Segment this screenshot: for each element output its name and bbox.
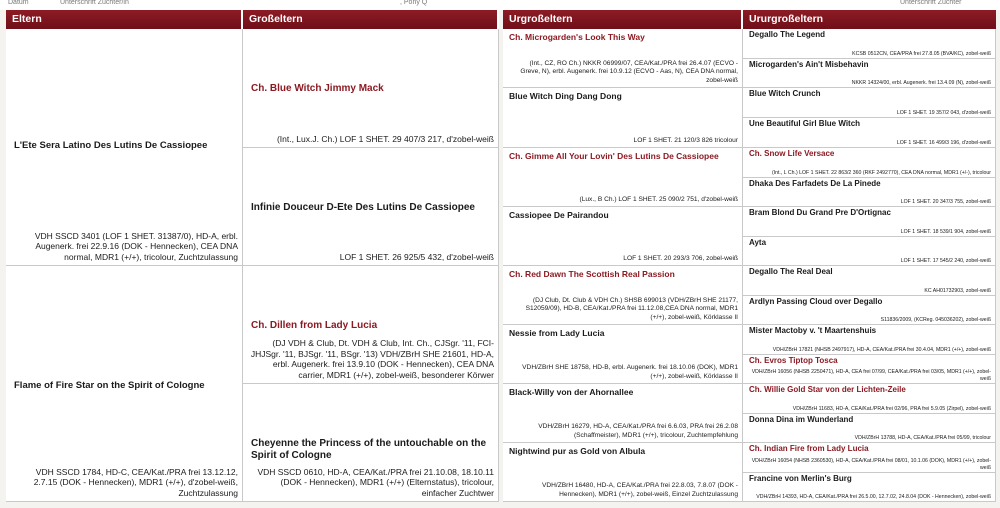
grandparent-info: (Int., Lux.J. Ch.) LOF 1 SHET. 29 407/3 217, d'zobel-weiß bbox=[276, 133, 494, 144]
great-grandparent-info: VDH/ZBrH 16279, HD-A, CEA/Kat./PRA frei 6.6.03, PRA frei 26.2.08 (Schaffmeister), MDR1 (+/+), tricolour, Zuchtempfehlung bbox=[538, 423, 738, 439]
header-ururgrosseltern: Ururgroßeltern bbox=[743, 10, 996, 29]
parent-info: VDH SSCD 1784, HD-C, CEA/Kat./PRA frei 13.12.12, 2.7.15 (DOK - Hennecken), MDR1 (+/+), d'zobel-weiß, Zuchtzulassung bbox=[33, 466, 238, 498]
ggg-name: Francine von Merlin's Burg bbox=[749, 474, 852, 483]
great-grandparent-info: VDH/ZBrH 16480, HD-A, CEA/Kat./PRA frei 22.8.03, 7.8.07 (DOK - Hennecken), MDR1 (+/+), zobel-weiß, Einzel Zuchtzulassung bbox=[541, 482, 738, 498]
great-grandparent-name: Nessie from Lady Lucia bbox=[509, 328, 605, 338]
ggg-info: NKKR 14324/00, erbl. Augenerk. frei 13.4.09 (N), zobel-weiß bbox=[851, 79, 991, 86]
ggg-info: KC AH01732903, zobel-weiß bbox=[924, 287, 991, 294]
ggg-cell bbox=[743, 296, 996, 325]
great-grandparent-cell bbox=[503, 325, 743, 384]
parent-cell bbox=[6, 29, 243, 266]
great-grandparent-name: Ch. Red Dawn The Scottish Real Passion bbox=[509, 269, 675, 279]
ggg-cell bbox=[743, 118, 996, 148]
parent-cell bbox=[6, 266, 243, 502]
ggg-info: VDH/ZBrH 14393, HD-A, CEA/Kat./PRA frei 26.5.00, 12.7.02, 24.8.04 (DOK - Hennecken), zobel-weiß bbox=[756, 493, 991, 500]
grandparent-name: Cheyenne the Princess of the untouchable on the Spirit of Cologne bbox=[251, 438, 487, 461]
parent-info: VDH SSCD 3401 (LOF 1 SHET. 31387/0), HD-A, erbl. Augenerk. frei 22.9.16 (DOK - Hennecken), CEA DNA normal, MDR1 (+/+), tricolour, Zuchtzulassung bbox=[34, 230, 238, 262]
ggg-info: (Int., L Ch.) LOF 1 SHET. 22 863/2 360 (RKF 2492770), CEA DNA normal, MDR1 (+/-), tricolour bbox=[771, 169, 991, 176]
parent-name: Flame of Fire Star on the Spirit of Cologne bbox=[14, 380, 205, 391]
strip-mid-text: , Pony Q bbox=[400, 0, 428, 6]
ggg-cell bbox=[743, 237, 996, 266]
ggg-info: LOF 1 SHET. 19 357/2 043, d'zobel-weiß bbox=[896, 109, 991, 116]
signature-label: Unterschrift Züchter/in bbox=[60, 0, 129, 6]
ggg-name: Bram Blond Du Grand Pre D'Ortignac bbox=[749, 208, 891, 217]
ggg-cell bbox=[743, 473, 996, 502]
great-grandparent-cell bbox=[503, 207, 743, 266]
great-grandparent-name: Nightwind pur as Gold von Albula bbox=[509, 446, 646, 456]
great-grandparent-info: VDH/ZBrH SHE 18758, HD-B, erbl. Augenerk. frei 18.10.06 (DOK), MDR1 (+/+), zobel-weiß, Körklasse II bbox=[522, 364, 738, 380]
ggg-name: Ardlyn Passing Cloud over Degallo bbox=[749, 297, 883, 306]
grandparent-info: LOF 1 SHET. 26 925/5 432, d'zobel-weiß bbox=[339, 251, 494, 262]
ggg-info: VDH/ZBrH 11683, HD-A, CEA/Kat./PRA frei 02/96, PRA frei 5.9.05 (Zirpel), zobel-weiß bbox=[792, 405, 991, 412]
ggg-info: KCSB 0512CN, CEA/PRA frei 27.8.05 (BVA/KC), zobel-weiß bbox=[852, 50, 991, 57]
header-eltern: Eltern bbox=[6, 10, 243, 29]
ggg-name: Mister Mactoby v. 't Maartenshuis bbox=[749, 326, 877, 335]
ggg-cell bbox=[743, 266, 996, 296]
ggg-info: VDH/ZBrH 17821 (NHSB 2497917), HD-A, CEA/Kat./PRA frei 30.4.04, MDR1 (+/+), zobel-weiß bbox=[772, 346, 991, 353]
ggg-info: VDH/ZBrH 16056 (NHSB 2250471), HD-A, CEA frei 07/99, CEA/Kat./PRA frei 03/05, MDR1 (+/+), zobel-weiß bbox=[751, 369, 991, 382]
ggg-cell bbox=[743, 178, 996, 207]
grandparent-cell bbox=[243, 148, 499, 266]
great-grandparent-cell bbox=[503, 384, 743, 443]
ggg-name: Ch. Snow Life Versace bbox=[749, 149, 835, 158]
ggg-cell bbox=[743, 414, 996, 443]
grandparent-name: Infinie Douceur D-Ete Des Lutins De Cassiopee bbox=[251, 202, 475, 213]
great-grandparent-cell bbox=[503, 148, 743, 207]
grandparent-info: VDH SSCD 0610, HD-A, CEA/Kat./PRA frei 21.10.08, 18.10.11 (DOK - Hennecken), MDR1 (+/+) (Elternstatus), tricolour, einfacher Zuchtwer bbox=[257, 466, 494, 498]
great-grandparent-info: (Lux., B Ch.) LOF 1 SHET. 25 090/2 751, d'zobel-weiß bbox=[579, 195, 738, 203]
ggg-cell bbox=[743, 207, 996, 237]
ggg-name: Ch. Indian Fire from Lady Lucia bbox=[749, 444, 869, 453]
strip-right-text: Unterschrift Züchter bbox=[900, 0, 962, 6]
ggg-name: Dhaka Des Farfadets De La Pinede bbox=[749, 179, 881, 188]
grandparent-name: Ch. Blue Witch Jimmy Mack bbox=[251, 83, 384, 94]
header-urgrosseltern: Urgroßeltern bbox=[503, 10, 743, 29]
great-grandparent-info: (DJ Club, Dt. Club & VDH Ch.) SHSB 699013 (VDH/ZBrH SHE 21177, S12059/09), HD-B, CEA/Kat./PRA frei 11.12.08,CEA DNA normal, MDR1 (+/+), zobel-weiß, Körklasse II bbox=[525, 297, 738, 321]
ggg-name: Degallo The Legend bbox=[749, 30, 826, 39]
great-grandparent-cell bbox=[503, 266, 743, 325]
ggg-name: Une Beautiful Girl Blue Witch bbox=[749, 119, 861, 128]
great-grandparent-info: LOF 1 SHET. 20 293/3 706, zobel-weiß bbox=[623, 254, 738, 262]
ggg-name: Ayta bbox=[749, 238, 767, 247]
great-grandparent-name: Ch. Microgarden's Look This Way bbox=[509, 32, 645, 42]
ggg-cell bbox=[743, 29, 996, 59]
ggg-name: Blue Witch Crunch bbox=[749, 89, 821, 98]
ggg-name: Degallo The Real Deal bbox=[749, 267, 833, 276]
ggg-info: LOF 1 SHET. 20 347/3 755, zobel-weiß bbox=[900, 198, 991, 205]
date-label: Datum bbox=[8, 0, 29, 6]
great-grandparent-cell bbox=[503, 443, 743, 502]
grandparent-cell bbox=[243, 29, 499, 148]
great-grandparent-info: (Int., CZ, RO Ch.) NKKR 06999/07, CEA/Kat./PRA frei 26.4.07 (ECVO - Greve, N), erbl. Augenerk. frei 10.9.12 (ECVO - Aas, N), CEA DNA normal, zobel-weiß bbox=[520, 60, 738, 84]
ggg-name: Ch. Willie Gold Star von der Lichten-Zeile bbox=[749, 385, 906, 394]
great-grandparent-name: Ch. Gimme All Your Lovin' Des Lutins De Cassiopee bbox=[509, 151, 719, 161]
ggg-cell bbox=[743, 88, 996, 118]
great-grandparent-name: Cassiopee De Pairandou bbox=[509, 210, 609, 220]
ggg-info: VDH/ZBrH 16054 (NHSB 2360530), HD-A, CEA/Kat./PRA frei 08/01, 10.1.06 (DOK), MDR1 (+/+), zobel-weiß bbox=[751, 458, 991, 471]
grandparent-cell bbox=[243, 384, 499, 502]
ggg-cell bbox=[743, 443, 996, 473]
header-grosseltern: Großeltern bbox=[243, 10, 499, 29]
ggg-info: LOF 1 SHET. 18 539/1 904, zobel-weiß bbox=[900, 228, 991, 235]
ggg-name: Ch. Evros Tiptop Tosca bbox=[749, 356, 838, 365]
ggg-info: LOF 1 SHET. 17 545/2 240, zobel-weiß bbox=[900, 257, 991, 264]
ggg-name: Microgarden's Ain't Misbehavin bbox=[749, 60, 869, 69]
ggg-cell bbox=[743, 325, 996, 355]
pedigree-table bbox=[6, 10, 996, 502]
ggg-cell bbox=[743, 148, 996, 178]
ggg-info: VDH/ZBrH 13788, HD-A, CEA/Kat./PRA frei 05/99, tricolour bbox=[854, 434, 991, 441]
great-grandparent-name: Blue Witch Ding Dang Dong bbox=[509, 91, 622, 101]
great-grandparent-info: LOF 1 SHET. 21 120/3 826 tricolour bbox=[633, 136, 738, 144]
grandparent-info: (DJ VDH & Club, Dt. VDH & Club, Int. Ch., CJSgr. '11, FCI-JHJSgr. '11, BJSgr. '11, BSgr. '13) VDH/ZBrH SHE 21601, HD-A, erbl. Augenerk. frei 13.9.10 (DOK - Hennecken), CEA DNA carrier, MDR1 (+/+), zobel-weiß, besonderer Körwer bbox=[250, 338, 494, 380]
ggg-cell bbox=[743, 59, 996, 88]
ggg-info: LOF 1 SHET. 16 499/3 196, d'zobel-weiß bbox=[896, 139, 991, 146]
header-strip bbox=[0, 0, 1000, 10]
grandparent-name: Ch. Dillen from Lady Lucia bbox=[251, 320, 378, 331]
great-grandparent-cell bbox=[503, 29, 743, 88]
great-grandparent-cell bbox=[503, 88, 743, 148]
grandparent-cell bbox=[243, 266, 499, 384]
ggg-cell bbox=[743, 384, 996, 414]
ggg-name: Donna Dina im Wunderland bbox=[749, 415, 854, 424]
ggg-info: S11836/2009, (KCReg. 045036202), zobel-weiß bbox=[880, 316, 991, 323]
great-grandparent-name: Black-Willy von der Ahornallee bbox=[509, 387, 634, 397]
parent-name: L'Ete Sera Latino Des Lutins De Cassiopee bbox=[14, 140, 208, 151]
ggg-cell bbox=[743, 355, 996, 384]
page-bottom-margin bbox=[0, 502, 1000, 508]
